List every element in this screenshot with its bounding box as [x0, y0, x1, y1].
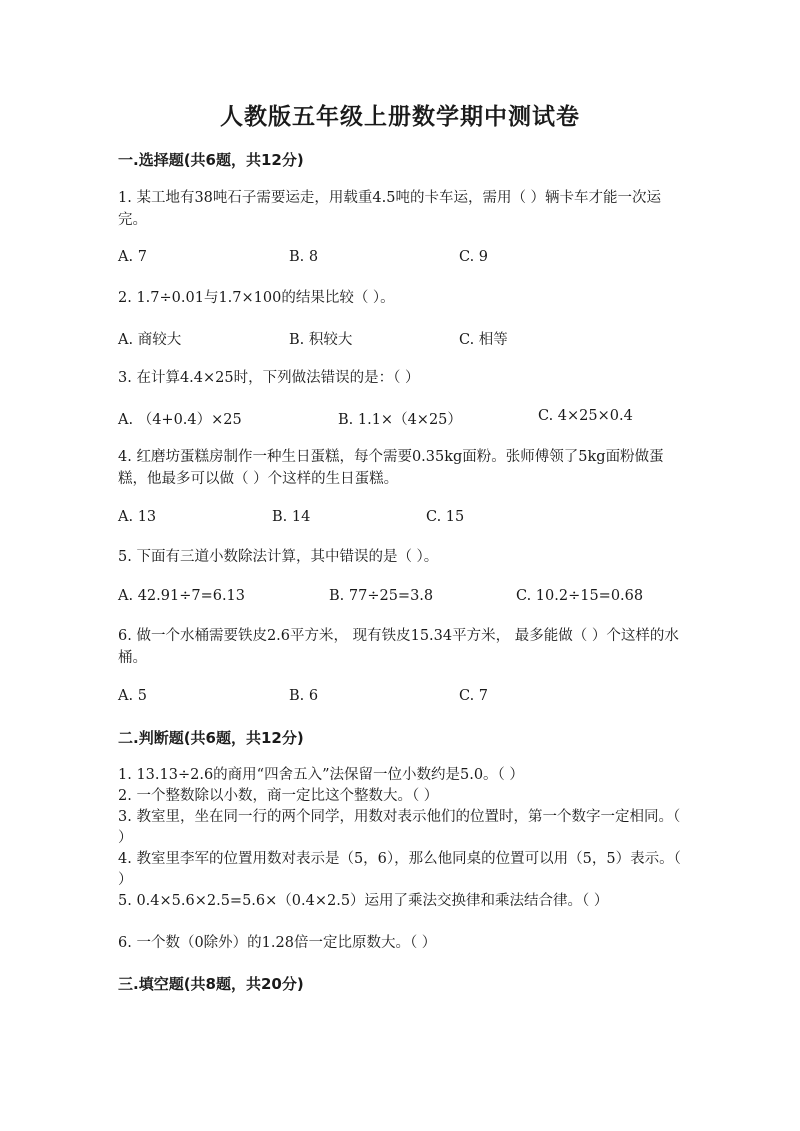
section-heading-choice: 一.选择题(共6题，共12分) — [118, 151, 304, 169]
options-row — [118, 688, 718, 708]
page-title: 人教版五年级上册数学期中测试卷 — [220, 103, 580, 130]
question-stem: 5. 下面有三道小数除法计算，其中错误的是（ ）。 — [118, 549, 439, 565]
option-c: C. 10.2÷15=0.68 — [516, 588, 644, 604]
judgement-item: 5. 0.4×5.6×2.5=5.6×（0.4×2.5）运用了乘法交换律和乘法结合律。（ ） — [118, 893, 609, 909]
option-c: C. 15 — [426, 509, 465, 525]
option-b: B. 8 — [289, 249, 319, 265]
judgement-item: 4. 教室里李军的位置用数对表示是（5，6），那么他同桌的位置可以用（5，5）表示。（ ） — [118, 851, 681, 888]
option-b: B. 6 — [289, 688, 319, 704]
judgement-item: 3. 教室里，坐在同一行的两个同学，用数对表示他们的位置时，第一个数字一定相同。（ ） — [118, 809, 681, 846]
section-heading-fillin: 三.填空题(共8题，共20分) — [118, 975, 304, 993]
question-stem: 2. 1.7÷0.01与1.7×100的结果比较（ ）。 — [118, 290, 395, 306]
judgement-item: 2. 一个整数除以小数，商一定比这个整数大。（ ） — [118, 788, 439, 804]
option-c: C. 9 — [459, 249, 489, 265]
option-b: B. 1.1×（4×25） — [338, 412, 462, 428]
option-b: B. 14 — [272, 509, 311, 525]
question-stem: 1. 某工地有38吨石子需要运走，用载重4.5吨的卡车运，需用（ ）辆卡车才能一次运完。 — [118, 190, 662, 228]
options-row — [118, 408, 718, 428]
judgement-item: 6. 一个数（0除外）的1.28倍一定比原数大。（ ） — [118, 935, 437, 951]
option-a: A. 商较大 — [118, 332, 182, 348]
judgement-item: 1. 13.13÷2.6的商用“四舍五入”法保留一位小数约是5.0。（ ） — [118, 767, 524, 783]
question-stem: 6. 做一个水桶需要铁皮2.6平方米， 现有铁皮15.34平方米， 最多能做（ ）个这样的水桶。 — [118, 628, 679, 666]
option-b: B. 积较大 — [289, 332, 353, 348]
options-row — [118, 588, 718, 608]
option-b: B. 77÷25=3.8 — [329, 588, 434, 604]
option-c: C. 4×25×0.4 — [538, 408, 633, 424]
option-c: C. 7 — [459, 688, 489, 704]
option-c: C. 相等 — [459, 332, 508, 348]
option-a: A. 13 — [118, 509, 157, 525]
question-stem: 4. 红磨坊蛋糕房制作一种生日蛋糕，每个需要0.35kg面粉。张师傅领了5kg面粉做蛋糕，他最多可以做（ ）个这样的生日蛋糕。 — [118, 449, 664, 487]
option-a: A. 5 — [118, 688, 147, 704]
options-row — [118, 509, 718, 529]
question-stem: 3. 在计算4.4×25时，下列做法错误的是：（ ） — [118, 370, 420, 386]
option-a: A. 42.91÷7=6.13 — [118, 588, 246, 604]
option-a: A. （4+0.4）×25 — [118, 412, 242, 428]
options-row — [118, 328, 718, 348]
section-heading-truefalse: 二.判断题(共6题，共12分) — [118, 729, 304, 747]
options-row — [118, 249, 718, 269]
option-a: A. 7 — [118, 249, 147, 265]
